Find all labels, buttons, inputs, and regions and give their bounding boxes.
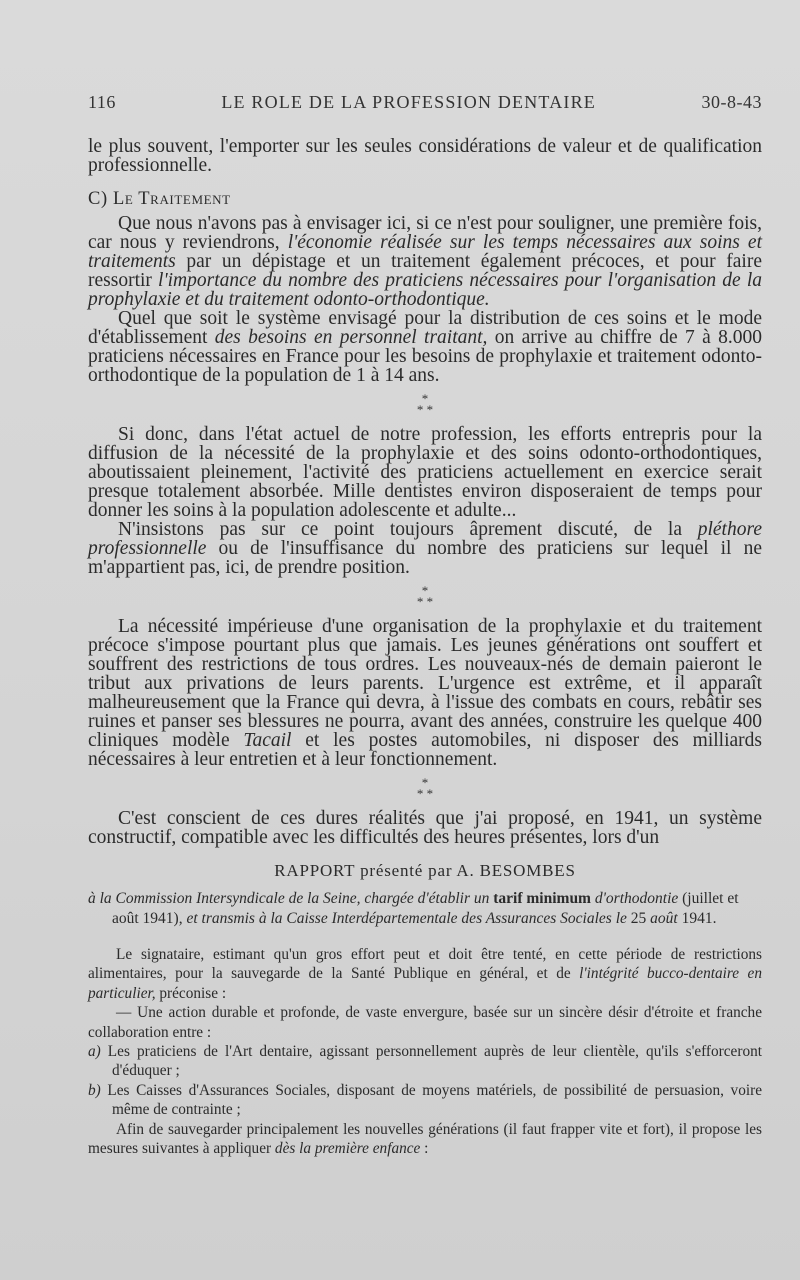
list-item-b	[88, 1081, 762, 1120]
list-item-letter: a)	[88, 1043, 101, 1061]
report-sub-b: tarif minimum	[493, 890, 591, 907]
paragraph-9: — Une action durable et profonde, de vaste envergure, basée sur un sincère désir d'étroite et franche collaboration entre :	[88, 1004, 762, 1041]
paragraph-2	[88, 214, 762, 309]
p10-text-c: :	[420, 1140, 429, 1158]
page-number: 116	[88, 92, 116, 112]
section-heading-c	[88, 189, 762, 210]
report-sub-f: 25	[626, 910, 651, 927]
page-header	[88, 92, 762, 113]
p2-emphasis-d: l'importance du nombre des praticiens nécessaires pour l'organisation de la prophylaxie et du traitement odonto-orthodontique.	[88, 270, 762, 310]
paragraph-1: le plus souvent, l'emporter sur les seules considérations de valeur et de qualification professionnelle.	[88, 136, 762, 176]
list-item-a	[88, 1042, 762, 1081]
report-sub-a: à la Commission Intersyndicale de la Seine, chargée d'établir un	[88, 890, 494, 907]
p6-text-a: La nécessité impérieuse d'une organisation de la prophylaxie et du traitement précoce s'impose pourtant plus que jamais. Les jeunes générations ont souffert et souffrent des restrictions de tous ordres. Les nouveaux-nés de demain paieront le tribut aux privations de leurs parents. L'urgence est extrême, et il apparaît malheureusement que la France qui devra, à l'issue des combats en cours, rebâtir ses ruines et panser ses blessures ne pourra, avant des années, construire les quelque 400 cliniques modèle	[88, 616, 762, 751]
issue-date: 30-8-43	[701, 92, 762, 112]
p2-emphasis-b: l'économie réalisée sur les temps nécessaires aux soins et traitements	[88, 232, 763, 272]
report-sub-g: août	[650, 910, 678, 927]
report-subtitle	[88, 889, 762, 929]
p3-emphasis-b: des besoins en personnel traitant,	[214, 327, 488, 348]
separator-star-top: *	[421, 583, 429, 598]
list-item-letter: b)	[88, 1081, 101, 1099]
section-separator-1	[88, 393, 762, 415]
separator-star-bottom: * *	[416, 402, 434, 417]
section-separator-2	[88, 585, 762, 607]
p8-emphasis-b: l'intégrité bucco-dentaire en particulier,	[88, 965, 762, 1002]
paragraph-5	[88, 520, 762, 577]
paragraph-4: Si donc, dans l'état actuel de notre profession, les efforts entrepris pour la diffusion de la nécessité de la prophylaxie et des soins odonto-orthodontiques, aboutissaient pleinement, l'activité des praticiens actuellement en exercice serait presque totalement absorbée. Mille dentistes environ disposeraient de temps pour donner les soins à la population adolescente et adulte...	[88, 424, 762, 521]
p2-text-a: Que nous n'avons pas à envisager ici, si ce n'est pour souligner, une première fois, car nous y reviendrons,	[88, 213, 762, 253]
list-item-text: Les Caisses d'Assurances Sociales, disposant de moyens matériels, de possibilité de persuasion, voire même de contrainte ;	[100, 1081, 762, 1119]
section-letter: C)	[88, 189, 108, 209]
report-sub-h: 1941.	[677, 910, 717, 927]
p8-text-a: Le signataire, estimant qu'un gros effort peut et doit être tenté, en cette période de restrictions alimentaires, pour la sauvegarde de la Santé Publique en général, et de	[88, 946, 762, 983]
running-title: LE ROLE DE LA PROFESSION DENTAIRE	[221, 92, 596, 112]
paragraph-8	[88, 945, 762, 1003]
p6-text-c: et les postes automobiles, ni disposer des milliards nécessaires à leur entretien et à leur fonctionnement.	[88, 730, 762, 770]
p8-text-c: préconise :	[155, 984, 227, 1002]
p5-emphasis-b: pléthore professionnelle	[88, 519, 762, 559]
paragraph-7: C'est conscient de ces dures réalités que j'ai proposé, en 1941, un système constructif, compatible avec les difficultés des heures présentes, lors d'un	[88, 808, 762, 848]
p10-emphasis-b: dès la première enfance	[274, 1140, 421, 1158]
separator-star-top: *	[421, 775, 429, 790]
p10-text-a: Afin de sauvegarder principalement les nouvelles générations (il faut frapper vite et fort), il propose les mesures suivantes à appliquer	[88, 1120, 762, 1158]
separator-star-top: *	[421, 391, 429, 406]
paragraph-10	[88, 1120, 762, 1159]
p3-text-a: Quel que soit le système envisagé pour la distribution de ces soins et le mode d'établissement	[88, 308, 762, 348]
report-sub-d: (juillet et août 1941),	[112, 890, 739, 927]
p5-text-c: ou de l'insuffisance du nombre des praticiens sur lequel il ne m'appartient pas, ici, de prendre position.	[88, 538, 762, 578]
separator-star-bottom: * *	[416, 594, 434, 609]
section-separator-3	[88, 777, 762, 799]
report-sub-e: et transmis à la Caisse Interdépartementale des Assurances Sociales le	[186, 910, 627, 927]
separator-star-bottom: * *	[416, 786, 434, 801]
paragraph-3	[88, 309, 762, 385]
p3-text-c: on arrive au chiffre de 7 à 8.000 praticiens nécessaires en France pour les besoins de prophylaxie et traitement odonto-orthodontique de la population de 1 à 14 ans.	[88, 327, 762, 386]
p5-text-a: N'insistons pas sur ce point toujours âprement discuté, de la	[118, 519, 698, 540]
p6-emphasis-b: Tacail	[243, 730, 292, 751]
p2-text-c: par un dépistage et un traitement également précoces, et pour faire ressortir	[88, 251, 762, 291]
paragraph-6	[88, 617, 762, 769]
list-item-text: Les praticiens de l'Art dentaire, agissant personnellement auprès de leur clientèle, qu'ils s'efforceront d'éduquer ;	[100, 1043, 762, 1080]
report-sub-c: d'orthodontie	[590, 890, 679, 907]
section-title: Le Traitement	[112, 189, 231, 209]
report-title: RAPPORT présenté par A. BESOMBES	[274, 861, 576, 880]
